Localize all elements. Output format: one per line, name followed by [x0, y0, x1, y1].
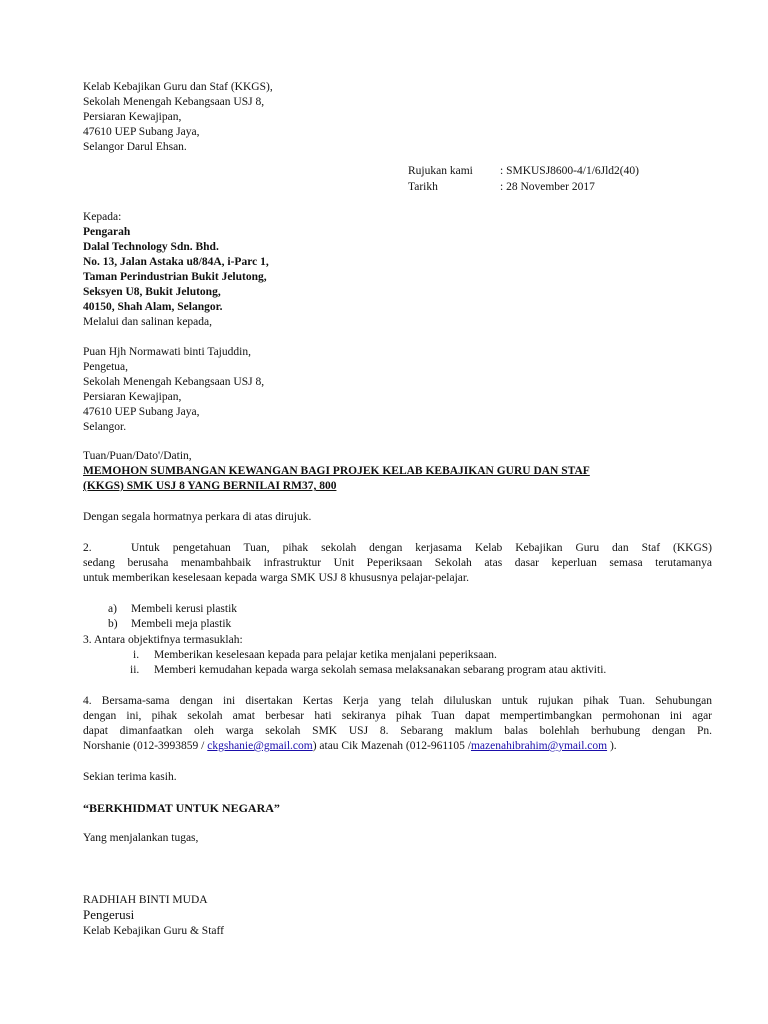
- duty-line: Yang menjalankan tugas,: [83, 832, 199, 844]
- signatory-org: Kelab Kebajikan Guru & Staff: [83, 925, 224, 937]
- date-value: : 28 November 2017: [500, 181, 595, 193]
- reference-label: Rujukan kami: [408, 165, 473, 177]
- sender-line-5: Selangor Darul Ehsan.: [83, 141, 187, 153]
- email-link-1[interactable]: ckgshanie@gmail.com: [207, 740, 313, 752]
- recipient-line-2: Dalal Technology Sdn. Bhd.: [83, 241, 219, 253]
- recipient-line-1: Pengarah: [83, 226, 131, 238]
- copy-line-1: Puan Hjh Normawati binti Tajuddin,: [83, 346, 251, 358]
- copy-line-5: 47610 UEP Subang Jaya,: [83, 406, 200, 418]
- para2-line-3: untuk memberikan keselesaan kepada warga SMK USJ 8 khususnya pelajar-pelajar.: [83, 572, 469, 584]
- date-label: Tarikh: [408, 181, 438, 193]
- para4-line-3: dapat dimanfaatkan oleh warga sekolah SMK USJ 8. Sebarang maklum balas bolehlah berhubung dengan Pn.: [83, 725, 712, 737]
- copy-line-2: Pengetua,: [83, 361, 129, 373]
- sender-line-2: Sekolah Menengah Kebangsaan USJ 8,: [83, 96, 265, 108]
- item-b-text: Membeli meja plastik: [131, 618, 232, 630]
- para4-contact-2: ) atau Cik Mazenah (012-961105 /: [312, 740, 471, 752]
- para4-line-2: dengan ini, pihak sekolah amat berbesar hati sekiranya pihak Tuan dapat mempertimbangkan permohonan ini agar: [83, 710, 712, 722]
- motto: “BERKHIDMAT UNTUK NEGARA”: [83, 801, 280, 815]
- item-a-text: Membeli kerusi plastik: [131, 603, 238, 615]
- copy-line-6: Selangor.: [83, 421, 127, 433]
- email-link-2[interactable]: mazenahibrahim@ymail.com: [470, 740, 608, 752]
- para4-contact-end: ).: [607, 740, 617, 752]
- copy-line-4: Persiaran Kewajipan,: [83, 391, 182, 403]
- reference-value: : SMKUSJ8600-4/1/6Jld2(40): [500, 165, 639, 177]
- para2-line-1: Untuk pengetahuan Tuan, pihak sekolah dengan kerjasama Kelab Kebajikan Guru dan Staf (KKGS): [131, 542, 712, 554]
- para3-item-2-text: Memberi kemudahan kepada warga sekolah semasa melaksanakan sebarang program atau aktiviti.: [154, 664, 607, 676]
- signatory-title: Pengerusi: [83, 907, 135, 922]
- subject-line-1: MEMOHON SUMBANGAN KEWANGAN BAGI PROJEK KELAB KEBAJIKAN GURU DAN STAF: [83, 465, 590, 477]
- para4-line-4: [83, 739, 617, 753]
- copy-line-3: Sekolah Menengah Kebangsaan USJ 8,: [83, 376, 265, 388]
- recipient-line-3: No. 13, Jalan Astaka u8/84A, i-Parc 1,: [83, 256, 269, 268]
- recipient-line-4: Taman Perindustrian Bukit Jelutong,: [83, 271, 267, 283]
- sender-line-4: 47610 UEP Subang Jaya,: [83, 126, 200, 138]
- subject-line-2: (KKGS) SMK USJ 8 YANG BERNILAI RM37, 800: [83, 480, 337, 492]
- recipient-via: Melalui dan salinan kepada,: [83, 316, 213, 328]
- para2-line-2: sedang berusaha menambahbaik infrastruktur Unit Peperiksaan Sekolah atas dasar keperluan semasa terutamanya: [83, 557, 712, 569]
- sender-line-1: Kelab Kebajikan Guru dan Staf (KKGS),: [83, 81, 273, 93]
- para4-line-1: 4. Bersama-sama dengan ini disertakan Kertas Kerja yang telah diluluskan untuk rujukan pihak Tuan. Sehubungan: [83, 695, 712, 707]
- para2-number: 2.: [83, 542, 92, 554]
- para3-item-2-marker: ii.: [130, 664, 140, 676]
- recipient-to-label: Kepada:: [83, 211, 122, 223]
- sender-line-3: Persiaran Kewajipan,: [83, 111, 182, 123]
- closing-line: Sekian terima kasih.: [83, 771, 177, 783]
- item-b-marker: b): [108, 618, 118, 630]
- signatory-name: RADHIAH BINTI MUDA: [83, 894, 208, 906]
- recipient-line-5: Seksyen U8, Bukit Jelutong,: [83, 286, 221, 298]
- opening-line: Dengan segala hormatnya perkara di atas dirujuk.: [83, 511, 312, 523]
- recipient-line-6: 40150, Shah Alam, Selangor.: [83, 301, 223, 313]
- salutation: Tuan/Puan/Dato'/Datin,: [83, 450, 192, 462]
- para3-item-1-text: Memberikan keselesaan kepada para pelajar ketika menjalani peperiksaan.: [154, 649, 497, 661]
- para3-intro: 3. Antara objektifnya termasuklah:: [83, 634, 243, 646]
- item-a-marker: a): [108, 603, 117, 615]
- para3-item-1-marker: i.: [133, 649, 140, 661]
- para4-contact-1: Norshanie (012-3993859 /: [83, 740, 208, 752]
